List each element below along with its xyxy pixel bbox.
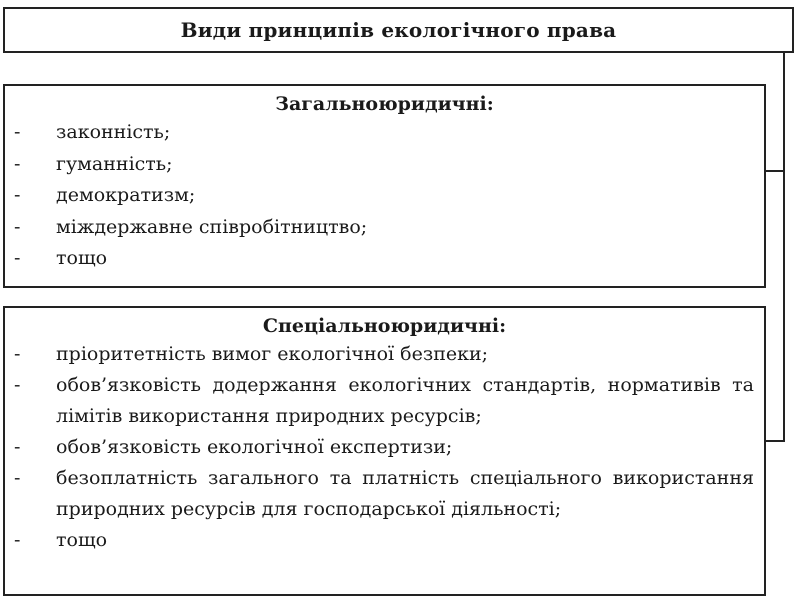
diagram-title: Види принципів екологічного права <box>180 18 617 42</box>
list-item <box>5 212 764 244</box>
list-item <box>5 463 764 525</box>
list-item <box>5 339 764 370</box>
list-item-text: гуманність; <box>56 152 173 175</box>
list-item-text: тощо <box>56 529 108 551</box>
bullet-dash: - <box>14 247 21 269</box>
list-item <box>5 180 764 212</box>
list-item-text: тощо <box>56 247 108 269</box>
special-heading: Спеціальноюридичні: <box>262 315 507 337</box>
general-list <box>5 117 764 275</box>
general-heading: Загальноюридичні: <box>275 93 494 115</box>
general-principles-box <box>3 84 766 288</box>
title-box <box>3 7 794 53</box>
connector-vertical-line <box>783 53 785 442</box>
list-item-text: безоплатність загального та платність спеціального використання природних ресурсів для господарської діяльності; <box>56 467 754 520</box>
bullet-dash: - <box>14 436 21 458</box>
list-item-text: пріоритетність вимог екологічної безпеки; <box>56 343 489 365</box>
connector-to-special <box>766 440 785 442</box>
bullet-dash: - <box>14 152 21 175</box>
list-item-text: міждержавне співробітництво; <box>56 215 368 238</box>
bullet-dash: - <box>14 184 21 206</box>
bullet-dash: - <box>14 343 21 365</box>
special-principles-box <box>3 306 766 596</box>
list-item-text: законність; <box>56 121 171 143</box>
connector-to-general <box>766 170 785 172</box>
list-item <box>5 370 764 432</box>
bullet-dash: - <box>14 467 21 489</box>
list-item <box>5 243 764 275</box>
list-item <box>5 432 764 463</box>
bullet-dash: - <box>14 529 21 551</box>
list-item <box>5 117 764 149</box>
list-item-text: обов’язковість додержання екологічних стандартів, нормативів та лімітів використання природних ресурсів; <box>56 374 754 427</box>
list-item-text: обов’язковість екологічної експертизи; <box>56 436 453 458</box>
bullet-dash: - <box>14 374 21 396</box>
list-item <box>5 525 764 556</box>
bullet-dash: - <box>14 215 21 238</box>
bullet-dash: - <box>14 121 21 143</box>
list-item-text: демократизм; <box>56 184 196 206</box>
special-list <box>5 339 764 556</box>
list-item <box>5 149 764 181</box>
